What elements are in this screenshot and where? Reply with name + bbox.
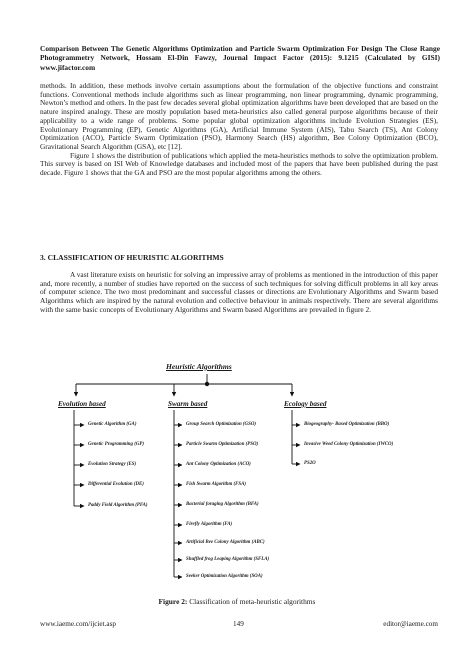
swarm-item: Shuffled frog Leaping Algorithm (SFLA) — [186, 557, 270, 562]
page-footer — [40, 620, 438, 630]
body-text-block-1 — [40, 82, 438, 178]
swarm-item: Ant Colony Optimization (ACO) — [186, 462, 251, 467]
paragraph-2: Figure 1 shows the distribution of publications which applied the meta-heuristics methods to solve the optimization problem. This survey is based on ISI Web of Knowledge databases and included most of the papers that have been published during the past decade. Figure 1 shows that the GA and PSO are the most popular algorithms among the others. — [40, 150, 438, 178]
diagram-root-label: Heuristic Algorithms — [166, 362, 232, 371]
ecology-based-heading: Ecology based — [284, 400, 327, 408]
ecology-item: PS2O — [304, 461, 316, 466]
paragraph-3: A vast literature exists on heuristic for solving an impressive array of problems as mentioned in the introduction of this paper and, more recently, a number of studies have reported on the success of such techniques for solving difficult problems in all key areas of computer science. The two most predominant and successful classes or directions are Evolutionary Algorithms and Swarm based Algorithms which are inspired by the natural evolution and collective behaviour in animals respectively. There are several algorithms with the same basic concepts of Evolutionary Algorithms and Swarm based Algorithms are prevailed in figure 2. — [40, 270, 438, 314]
evolution-based-heading: Evolution based — [58, 400, 106, 408]
swarm-item: Bacterial foraging Algorithm (BFA) — [186, 502, 259, 507]
swarm-item: Fish Swarm Algorithm (FSA) — [186, 482, 247, 487]
ecology-item: Invasive Weed Colony Optimization (IWCO) — [304, 442, 394, 447]
swarm-based-heading: Swarm based — [168, 400, 208, 408]
figure-caption-text: Classification of meta-heuristic algorithms — [187, 597, 316, 606]
footer-journal-url[interactable]: www.iaeme.com/ijciet.asp — [40, 620, 116, 628]
body-text-block-2 — [40, 271, 438, 315]
diagram-connectors — [58, 358, 418, 590]
evolution-item: Differential Evolution (DE) — [88, 482, 144, 487]
classification-diagram — [58, 358, 418, 590]
figure-caption-label: Figure 2: — [158, 597, 188, 606]
figure-caption — [0, 597, 474, 606]
running-header: Comparison Between The Genetic Algorithms Optimization and Particle Swarm Optimization For Design The Close Range Photogrammetry Network, Hossam El-Din Fawzy, Journal Impact Factor (2015): 9.1215 (Calculated by GISI) www.jifactor.com — [40, 44, 440, 72]
evolution-item: Paddy Field Algorithm (PFA) — [88, 503, 148, 508]
swarm-item: Group Search Optimization (GSO) — [186, 422, 256, 427]
paragraph-1: methods. In addition, these methods involve certain assumptions about the formulation of the objective functions and constraint functions. Conventional methods include algorithms such as linear programming, non linear programming, dynamic programming, Newton’s method and others. In the past few decades several global optimization algorithms have been developed that are based on the nature inspired analogy. These are mostly population based meta-heuristics also called general purpose algorithms because of their applicability to a wide range of problems. Some popular global optimization algorithms include Evolution Strategies (ES), Evolutionary Programming (EP), Genetic Algorithms (GA), Artificial Immune System (AIS), Tabu Search (TS), Ant Colony Optimization (ACO), Particle Swarm Optimization (PSO), Harmony Search (HS) algorithm, Bee Colony Optimization (BCO), Gravitational Search Algorithm (GSA), etc [12]. — [40, 81, 438, 151]
footer-email[interactable]: editor@iaeme.com — [383, 620, 438, 628]
swarm-item: Firefly Algorithm (FA) — [186, 522, 233, 527]
evolution-item: Genetic Algorithm (GA) — [88, 422, 137, 427]
swarm-item: Artificial Bee Colony Algorithm (ABC) — [186, 540, 265, 545]
section-heading: 3. CLASSIFICATION OF HEURISTIC ALGORITHMS — [40, 253, 224, 262]
evolution-item: Genetic Programming (GP) — [88, 442, 144, 447]
page-number: 149 — [233, 620, 244, 628]
swarm-item: Particle Swarm Optimization (PSO) — [186, 442, 259, 447]
ecology-item: Biogeography- Based Optimization (BBO) — [304, 422, 390, 427]
evolution-item: Evolution Strategy (ES) — [88, 462, 137, 467]
swarm-item: Seeker Optimization Algorithm (SOA) — [186, 574, 263, 579]
